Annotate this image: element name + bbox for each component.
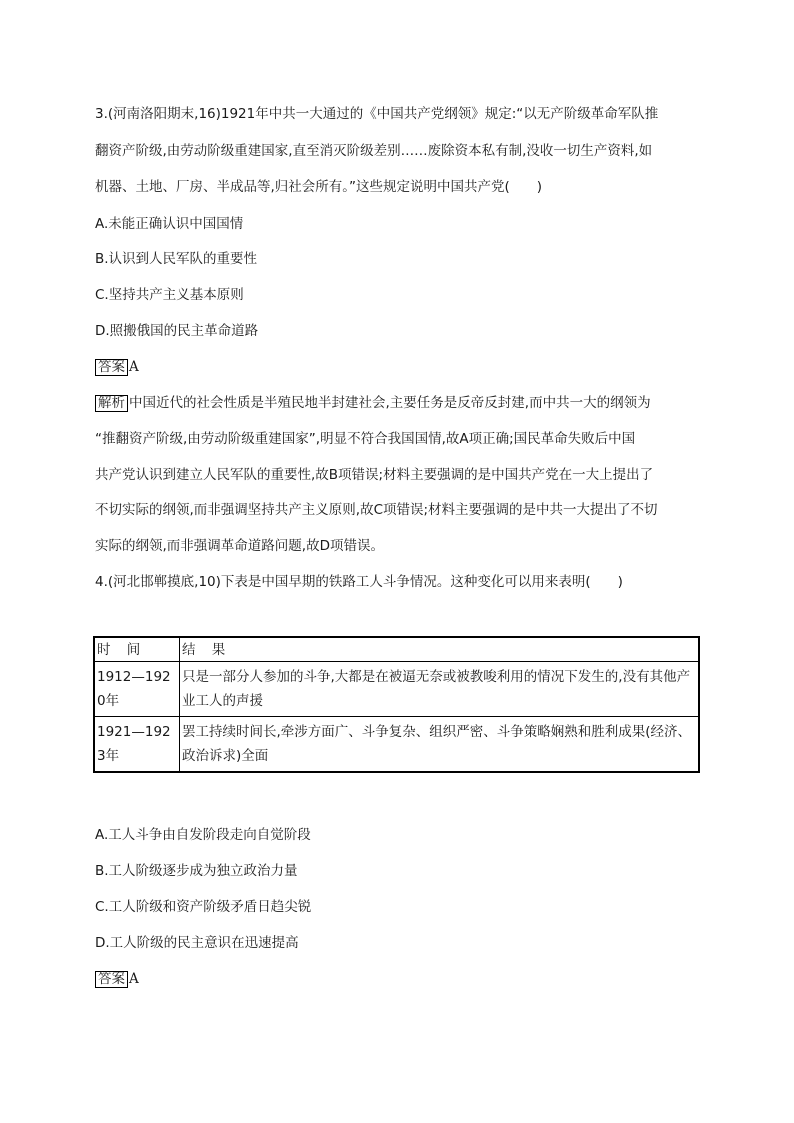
answer-value: A <box>129 971 139 987</box>
analysis-label: 解析 <box>95 395 128 412</box>
q4-option-c: C.工人阶级和资产阶级矛盾日趋尖锐 <box>95 899 312 915</box>
answer-value: A <box>129 359 139 375</box>
table-row <box>94 717 699 773</box>
answer-label: 答案 <box>95 971 128 988</box>
q3-stem-line-3: 机器、土地、厂房、半成品等,归社会所有。”这些规定说明中国共产党( ) <box>95 179 543 195</box>
q4-option-d: D.工人阶级的民主意识在迅速提高 <box>95 935 299 951</box>
q4-stem: 4.(河北邯郸摸底,10)下表是中国早期的铁路工人斗争情况。这种变化可以用来表明( ) <box>95 574 623 590</box>
table-row <box>94 662 699 717</box>
q3-analysis-line-2: “推翻资产阶级,由劳动阶级重建国家”,明显不符合我国国情,故A项正确;国民革命失败后中国 <box>95 431 636 447</box>
q3-stem-line-2: 翻资产阶级,由劳动阶级重建国家,直至消灭阶级差别……废除资本私有制,没收一切生产资料,如 <box>95 143 653 159</box>
analysis-text: 中国近代的社会性质是半殖民地半封建社会,主要任务是反帝反封建,而中共一大的纲领为 <box>129 395 651 411</box>
q3-analysis-line-1 <box>95 394 651 412</box>
row-period: 1912—1920年 <box>94 662 180 717</box>
header-result: 结果 <box>180 637 700 662</box>
q3-stem-line-1: 3.(河南洛阳期末,16)1921年中共一大通过的《中国共产党纲领》规定:“以无产阶级革命军队推 <box>95 106 659 122</box>
q3-analysis-line-4: 不切实际的纲领,而非强调坚持共产主义原则,故C项错误;材料主要强调的是中共一大提出了不切 <box>95 502 658 518</box>
row-result: 罢工持续时间长,牵涉方面广、斗争复杂、组织严密、斗争策略娴熟和胜利成果(经济、政治诉求)全面 <box>180 717 700 773</box>
q3-option-a: A.未能正确认识中国国情 <box>95 216 244 232</box>
q4-answer <box>95 970 139 988</box>
q4-option-b: B.工人阶级逐步成为独立政治力量 <box>95 863 298 879</box>
q3-analysis-line-3: 共产党认识到建立人民军队的重要性,故B项错误;材料主要强调的是中国共产党在一大上提出了 <box>95 467 654 483</box>
row-period: 1921—1923年 <box>94 717 180 773</box>
table-header-row <box>94 637 699 662</box>
q3-analysis-line-5: 实际的纲领,而非强调革命道路问题,故D项错误。 <box>95 538 384 554</box>
q3-option-c: C.坚持共产主义基本原则 <box>95 287 244 303</box>
q4-option-a: A.工人斗争由自发阶段走向自觉阶段 <box>95 827 311 843</box>
row-result: 只是一部分人参加的斗争,大都是在被逼无奈或被教唆利用的情况下发生的,没有其他产业工人的声援 <box>180 662 700 717</box>
q3-option-b: B.认识到人民军队的重要性 <box>95 251 258 267</box>
header-time: 时间 <box>94 637 180 662</box>
answer-label: 答案 <box>95 359 128 376</box>
railway-strike-table <box>93 636 700 773</box>
q3-answer <box>95 358 139 376</box>
q3-option-d: D.照搬俄国的民主革命道路 <box>95 323 259 339</box>
